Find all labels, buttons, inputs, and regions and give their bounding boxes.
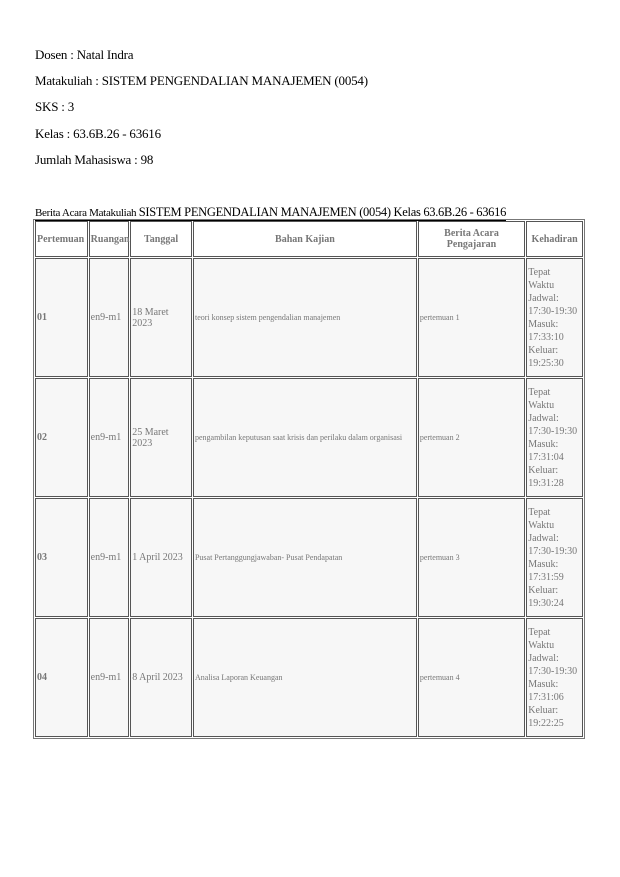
cell-bahan-kajian: teori konsep sistem pengendalian manajemen xyxy=(193,258,417,377)
jumlah-mahasiswa-line: Jumlah Mahasiswa : 98 xyxy=(35,152,154,167)
header-ruangan: Ruangan xyxy=(89,221,130,257)
cell-tanggal: 8 April 2023 xyxy=(130,618,192,737)
kehadiran-line: 17:33:10 xyxy=(528,331,564,343)
attendance-table-wrapper xyxy=(33,219,585,745)
kehadiran-line: 17:30-19:30 xyxy=(528,545,578,557)
cell-kehadiran xyxy=(526,378,583,497)
cell-berita-acara: pertemuan 3 xyxy=(418,498,525,617)
kehadiran-line: Waktu xyxy=(528,519,555,531)
cell-bahan-kajian: Pusat Pertanggungjawaban- Pusat Pendapatan xyxy=(193,498,417,617)
kehadiran-line: Tepat xyxy=(528,626,551,638)
cell-pertemuan: 01 xyxy=(35,258,88,377)
table-header-row xyxy=(35,221,583,257)
cell-tanggal: 1 April 2023 xyxy=(130,498,192,617)
kehadiran-line: 17:31:59 xyxy=(528,571,564,583)
matakuliah-line: Matakuliah : SISTEM PENGENDALIAN MANAJEMEN (0054) xyxy=(35,73,368,88)
cell-pertemuan: 02 xyxy=(35,378,88,497)
cell-bahan-kajian: Analisa Laporan Keuangan xyxy=(193,618,417,737)
sks-line: SKS : 3 xyxy=(35,99,75,114)
table-caption xyxy=(35,205,506,220)
kehadiran-line: Jadwal: xyxy=(528,532,559,544)
cell-berita-acara: pertemuan 2 xyxy=(418,378,525,497)
cell-ruangan: en9-m1 xyxy=(89,378,130,497)
kehadiran-line: Waktu xyxy=(528,399,555,411)
cell-ruangan: en9-m1 xyxy=(89,258,130,377)
kehadiran-line: Masuk: xyxy=(528,678,559,690)
cell-ruangan: en9-m1 xyxy=(89,498,130,617)
kehadiran-line: Tepat xyxy=(528,506,551,518)
kehadiran-line: 19:22:25 xyxy=(528,717,564,729)
kehadiran-line: Keluar: xyxy=(528,464,559,476)
kehadiran-line: Waktu xyxy=(528,279,555,291)
kehadiran-line: 19:25:30 xyxy=(528,357,564,369)
kelas-line: Kelas : 63.6B.26 - 63616 xyxy=(35,126,161,141)
kehadiran-line: Tepat xyxy=(528,386,551,398)
table-row xyxy=(35,618,583,737)
cell-tanggal: 25 Maret 2023 xyxy=(130,378,192,497)
cell-kehadiran xyxy=(526,258,583,377)
kehadiran-line: Masuk: xyxy=(528,438,559,450)
header-tanggal: Tanggal xyxy=(130,221,192,257)
header-berita-acara: Berita Acara Pengajaran xyxy=(418,221,525,257)
kehadiran-line: Keluar: xyxy=(528,704,559,716)
cell-kehadiran xyxy=(526,498,583,617)
table-row xyxy=(35,378,583,497)
kehadiran-line: 17:30-19:30 xyxy=(528,425,578,437)
caption-prefix: Berita Acara Matakuliah xyxy=(35,207,137,219)
kehadiran-line: Waktu xyxy=(528,639,555,651)
attendance-table xyxy=(33,219,585,739)
cell-pertemuan: 03 xyxy=(35,498,88,617)
kehadiran-line: 17:30-19:30 xyxy=(528,305,578,317)
kehadiran-line: 17:31:06 xyxy=(528,691,564,703)
header-kehadiran: Kehadiran xyxy=(526,221,583,257)
kehadiran-line: Masuk: xyxy=(528,558,559,570)
kehadiran-line: 19:31:28 xyxy=(528,477,564,489)
cell-pertemuan: 04 xyxy=(35,618,88,737)
kehadiran-line: Jadwal: xyxy=(528,652,559,664)
header-pertemuan: Pertemuan xyxy=(35,221,88,257)
kehadiran-line: 17:31:04 xyxy=(528,451,564,463)
cell-tanggal: 18 Maret 2023 xyxy=(130,258,192,377)
table-row xyxy=(35,498,583,617)
cell-berita-acara: pertemuan 1 xyxy=(418,258,525,377)
kehadiran-line: Keluar: xyxy=(528,344,559,356)
cell-ruangan: en9-m1 xyxy=(89,618,130,737)
caption-course: SISTEM PENGENDALIAN MANAJEMEN (0054) Kelas 63.6B.26 - 63616 xyxy=(138,205,507,219)
kehadiran-line: Tepat xyxy=(528,266,551,278)
header-bahan-kajian: Bahan Kajian xyxy=(193,221,417,257)
kehadiran-line: Jadwal: xyxy=(528,292,559,304)
kehadiran-line: Keluar: xyxy=(528,584,559,596)
table-row xyxy=(35,258,583,377)
kehadiran-line: Jadwal: xyxy=(528,412,559,424)
cell-kehadiran xyxy=(526,618,583,737)
cell-berita-acara: pertemuan 4 xyxy=(418,618,525,737)
cell-bahan-kajian: pengambilan keputusan saat krisis dan perilaku dalam organisasi xyxy=(193,378,417,497)
kehadiran-line: 19:30:24 xyxy=(528,597,564,609)
dosen-line: Dosen : Natal Indra xyxy=(35,47,134,62)
kehadiran-line: Masuk: xyxy=(528,318,559,330)
kehadiran-line: 17:30-19:30 xyxy=(528,665,578,677)
